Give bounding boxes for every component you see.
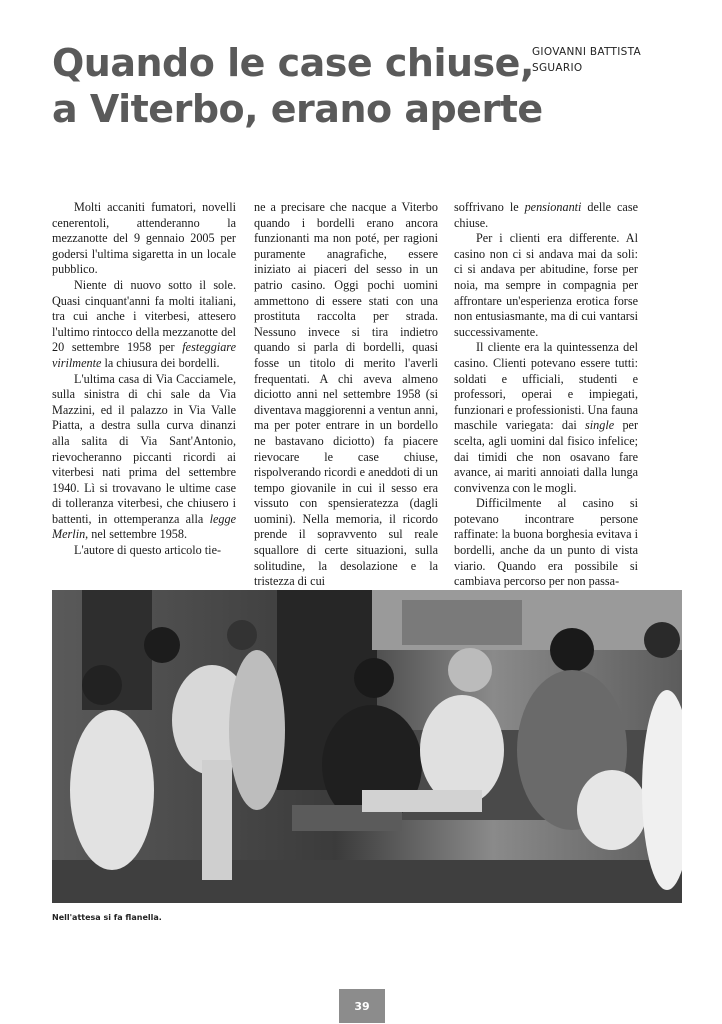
paragraph	[454, 200, 638, 231]
emphasis: pensionanti	[524, 200, 582, 214]
paragraph	[454, 340, 638, 496]
text-run: delle case chiuse.	[454, 200, 638, 230]
text-run: per scelta, agli uomini dal fisico infelice; dai timidi che non osavano fare avance, ai mariti annoiati dalla lunga convivenza con le mogli.	[454, 418, 638, 495]
paragraph: Molti accaniti fumatori, novelli cenerentoli, attenderanno la mezzanotte del 9 gennaio 2005 per godersi l'ultima sigaretta in un locale pubblico.	[52, 200, 236, 277]
text-run: , nel settembre 1958.	[85, 527, 188, 542]
author-byline	[532, 44, 682, 76]
text-column-2	[254, 200, 438, 590]
photo-caption: Nell'attesa si fa flanella.	[52, 913, 162, 922]
paragraph: L'autore di questo articolo tie-	[74, 543, 222, 558]
paragraph	[52, 372, 236, 544]
author-line-1: GIOVANNI BATTISTA	[532, 46, 642, 58]
historical-photo	[52, 590, 682, 903]
article-title	[52, 40, 543, 132]
title-line-1: Quando le case chiuse,	[52, 41, 534, 85]
text-run: soffrivano le	[454, 200, 525, 214]
paragraph: Per i clienti era differente. Al casino non ci si andava mai da soli: ci si andava per abitudine, forse per noia, ma sempre in compagnia per affrontare un'esperienza erotica forse non entusiasmante, ma di cui vantarsi successivamente.	[454, 231, 638, 339]
photo-illustration	[52, 590, 682, 903]
text-run: L'ultima casa di Via Cacciamele, sulla sinistra di chi sale da Via Mazzini, ed il palazzo in Via Valle Piatta, a destra sulla curva dinanzi alla salita di Via Sant'Antonio, rievocheranno piccanti ricordi ai viterbesi nati prima del settembre 1940. Lì si trovavano le ultime case di tolleranza viterbesi, che chiusero i battenti, in ottemperanza alla	[52, 371, 236, 526]
title-line-2: a Viterbo, erano aperte	[52, 87, 543, 131]
text-run: Il cliente era la quintessenza del casino. Clienti potevano essere tutti: soldati e ufficiali, studenti e professori, operai e impiegati, funzionari e professionisti. Una fauna maschile variegata: dai	[454, 340, 638, 433]
text-column-1	[52, 200, 236, 559]
text-run: Niente di nuovo sotto il sole. Quasi cinquant'anni fa molti italiani, tra cui anche i viterbesi, attesero l'ultimo rintocco della mezzanotte del 20 settembre 1958 per	[52, 277, 236, 355]
emphasis: festeggiare virilmente	[52, 340, 236, 370]
emphasis: single	[585, 418, 615, 433]
page-number: 39	[339, 989, 385, 1023]
text-run: la chiusura dei bordelli.	[101, 355, 220, 370]
author-line-2: SGUARIO	[532, 62, 583, 74]
paragraph: ne a precisare che nacque a Viterbo quando i bordelli erano ancora funzionanti ma non poté, per ragioni puramente anagrafiche, essere iniziato ai piaceri del sesso in un patrio casino. Oggi pochi uomini ammettono di essere stati con una prostituta raccolta per strada. Nessuno invece si tira indietro quando si parla di bordelli, quasi fosse un titolo di merito l'averli frequentati. A chi aveva almeno diciotto anni nel settembre 1958 (si diventava maggiorenni a ventun anni, ma per poter entrare in un bordello ne bastavano diciotto) fa piacere rievocare le case chiuse, rispolverando ricordi e aneddoti di un tempo giovanile in cui il sesso era vissuto con spensieratezza (dagli uomini). Nella memoria, il ricordo prende il sopravvento sul reale squallore di certe situazioni, sulla solitudine, la desolazione e la tristezza di cui	[254, 200, 438, 589]
emphasis: legge Merlin	[52, 511, 236, 542]
paragraph: Difficilmente al casino si potevano incontrare persone raffinate: la buona borghesia evitava i bordelli, anche da un punto di vista viario. Quando era possibile si cambiava percorso per non passa-	[454, 496, 638, 589]
text-column-3	[454, 200, 638, 590]
paragraph	[52, 278, 236, 372]
